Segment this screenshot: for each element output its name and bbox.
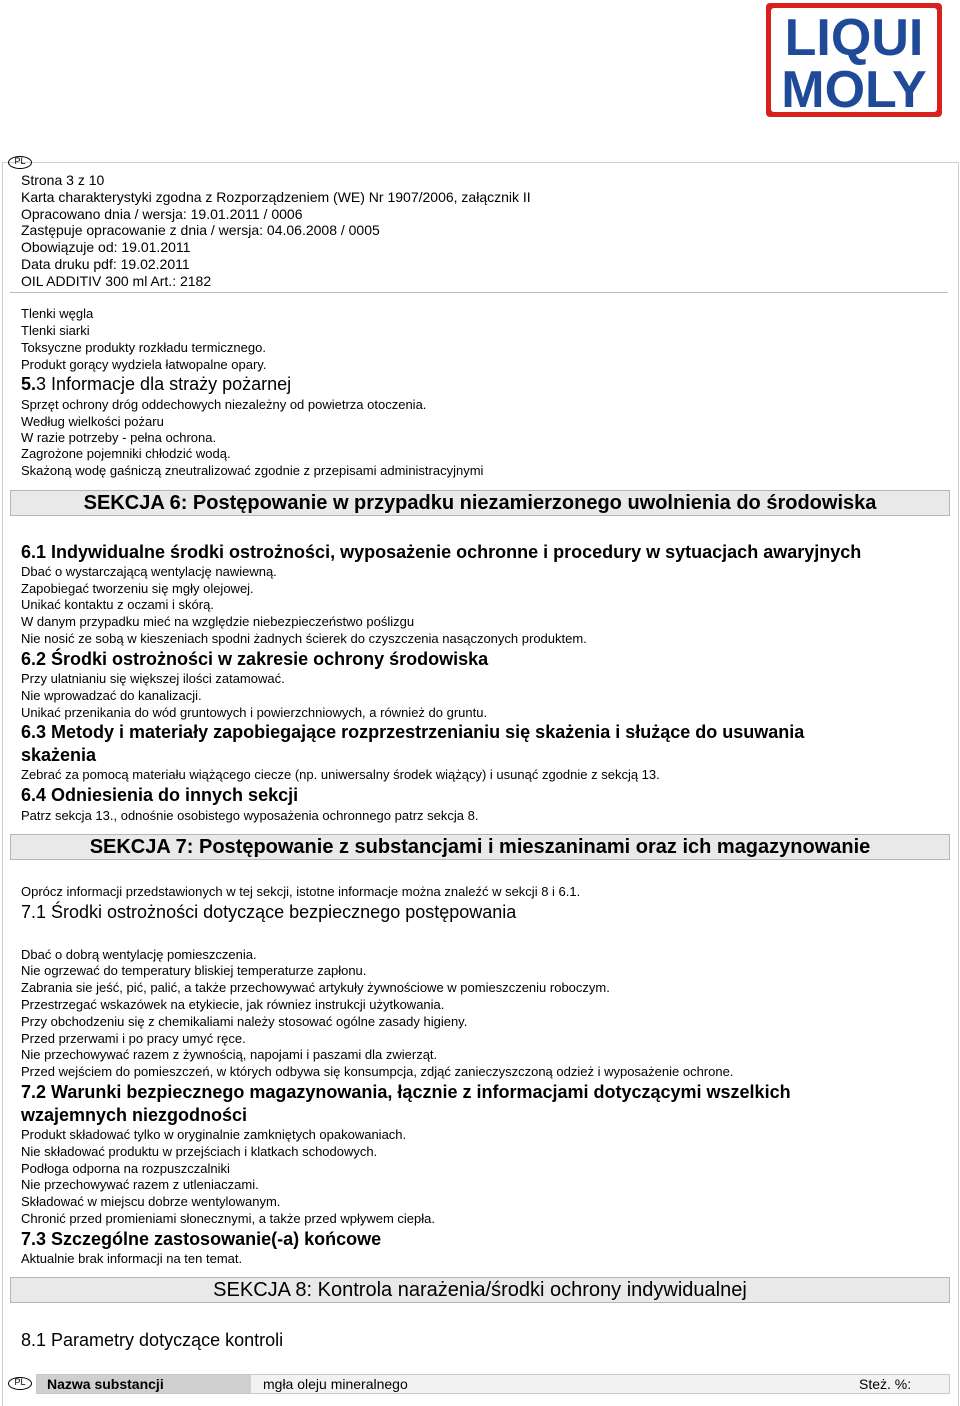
substance-value: mgła oleju mineralnego xyxy=(263,1376,408,1392)
section-7-header: SEKCJA 7: Postępowanie z substancjami i mieszaninami oraz ich magazynowanie xyxy=(10,834,950,860)
column-concentration: Steż. %: xyxy=(859,1376,912,1392)
table-header-cell xyxy=(37,1375,251,1393)
heading-8-1: 8.1 Parametry dotyczące kontroli xyxy=(21,1330,284,1350)
text-line: Produkt składować tylko w oryginalnie zamkniętych opakowaniach. xyxy=(21,1127,407,1142)
prepared-date: Opracowano dnia / wersja: 19.01.2011 / 0006 xyxy=(21,206,303,222)
text-line: Według wielkości pożaru xyxy=(21,414,164,429)
heading-5-3-text: 3 Informacje dla straży pożarnej xyxy=(36,374,292,394)
language-badge: PL xyxy=(8,156,32,169)
heading-6-3-line2: skażenia xyxy=(21,745,97,765)
text-line: Przy obchodzeniu się z chemikaliami należy stosować ogólne zasady higieny. xyxy=(21,1014,468,1029)
section-7-intro: Oprócz informacji przedstawionych w tej sekcji, istotne informacje można znaleźć w sekcji 8 i 6.1. xyxy=(21,884,581,899)
header-divider xyxy=(10,292,948,293)
text-line: Produkt gorący wydziela łatwopalne opary. xyxy=(21,357,267,372)
text-line: Przed wejściem do pomieszczeń, w których odbywa się konsumpcja, zdjąć zanieczyszczoną odzież i wyposażenie ochrone. xyxy=(21,1064,734,1079)
logo-text-moly: MOLY xyxy=(781,61,927,117)
print-date: Data druku pdf: 19.02.2011 xyxy=(21,256,190,272)
text-line: Tlenki węgla xyxy=(21,306,94,321)
text-line: Chronić przed promieniami słonecznymi, a także przed wpływem ciepła. xyxy=(21,1211,436,1226)
heading-7-2-line1: 7.2 Warunki bezpiecznego magazynowania, łącznie z informacjami dotyczącymi wszelkich xyxy=(21,1082,791,1102)
substance-table-row xyxy=(36,1374,950,1394)
document-title: Karta charakterystyki zgodna z Rozporządzeniem (WE) Nr 1907/2006, załącznik II xyxy=(21,189,531,205)
text-line: Zebrać za pomocą materiału wiążącego ciecze (np. uniwersalny środek wiążący) i usunąć zgodnie z sekcją 13. xyxy=(21,767,660,782)
text-line: Patrz sekcja 13., odnośnie osobistego wyposażenia ochronnego patrz sekcja 8. xyxy=(21,808,479,823)
language-badge-bottom: PL xyxy=(8,1377,32,1390)
heading-7-2-line2: wzajemnych niezgodności xyxy=(21,1105,248,1125)
heading-5-3-number: 5. xyxy=(21,374,37,394)
text-line: Nie wprowadzać do kanalizacji. xyxy=(21,688,202,703)
text-line: Nie przechowywać razem z żywnością, napojami i paszami dla zwierząt. xyxy=(21,1047,438,1062)
text-line: Sprzęt ochrony dróg oddechowych niezależny od powietrza otoczenia. xyxy=(21,397,427,412)
text-line: W danym przypadku mieć na względzie niebezpieczeństwo poślizgu xyxy=(21,614,415,629)
text-line: Przy ulatnianiu się większej ilości zatamować. xyxy=(21,671,285,686)
text-line: Zagrożone pojemniki chłodzić wodą. xyxy=(21,446,231,461)
section-6-header: SEKCJA 6: Postępowanie w przypadku niezamierzonego uwolnienia do środowiska xyxy=(10,490,950,516)
text-line: Podłoga odporna na rozpuszczalniki xyxy=(21,1161,230,1176)
text-line: Przestrzegać wskazówek na etykiecie, jak równiez instrukcji użytkowania. xyxy=(21,997,445,1012)
text-line: Skażoną wodę gaśniczą zneutralizować zgodnie z przepisami administracyjnymi xyxy=(21,463,484,478)
text-line: Dbać o wystarczającą wentylację nawiewną. xyxy=(21,564,277,579)
text-line: Nie przechowywać razem z utleniaczami. xyxy=(21,1177,259,1192)
text-line: Nie ogrzewać do temperatury bliskiej temperaturze zapłonu. xyxy=(21,963,367,978)
text-line: Aktualnie brak informacji na ten temat. xyxy=(21,1251,243,1266)
heading-7-3: 7.3 Szczególne zastosowanie(-a) końcowe xyxy=(21,1229,382,1249)
section-8-header: SEKCJA 8: Kontrola narażenia/środki ochrony indywidualnej xyxy=(10,1277,950,1303)
heading-5-3 xyxy=(21,373,291,395)
text-line: Nie nosić ze sobą w kieszeniach spodni żadnych ścierek do czyszczenia nasączonych produktem. xyxy=(21,631,587,646)
text-line: Zabrania sie jeść, pić, palić, a także przechowywać artykuły żywnościowe w pomieszczeniu roboczym. xyxy=(21,980,610,995)
text-line: W razie potrzeby - pełna ochrona. xyxy=(21,430,217,445)
valid-from: Obowiązuje od: 19.01.2011 xyxy=(21,239,191,255)
text-line: Unikać przenikania do wód gruntowych i powierzchniowych, a również do gruntu. xyxy=(21,705,488,720)
heading-6-3-line1: 6.3 Metody i materiały zapobiegające rozprzestrzenianiu się skażenia i służące do usuwania xyxy=(21,722,805,742)
text-line: Przed przerwami i po pracy umyć ręce. xyxy=(21,1031,246,1046)
liqui-moly-logo xyxy=(766,3,942,117)
column-substance-name: Nazwa substancji xyxy=(47,1376,164,1392)
text-line: Składować w miejscu dobrze wentylowanym. xyxy=(21,1194,281,1209)
logo-graphic xyxy=(766,3,942,117)
text-line: Zapobiegać tworzeniu się mgły olejowej. xyxy=(21,581,254,596)
page-number: Strona 3 z 10 xyxy=(21,172,105,188)
heading-6-2: 6.2 Środki ostrożności w zakresie ochrony środowiska xyxy=(21,649,489,669)
text-line: Unikać kontaktu z oczami i skórą. xyxy=(21,597,214,612)
logo-text-liqui: LIQUI xyxy=(784,9,924,67)
heading-6-1: 6.1 Indywidualne środki ostrożności, wyposażenie ochronne i procedury w sytuacjach awaryjnych xyxy=(21,542,862,562)
text-line: Nie składować produktu w przejściach i klatkach schodowych. xyxy=(21,1144,378,1159)
text-line: Tlenki siarki xyxy=(21,323,90,338)
heading-7-1: 7.1 Środki ostrożności dotyczące bezpiecznego postępowania xyxy=(21,902,517,922)
text-line: Dbać o dobrą wentylację pomieszczenia. xyxy=(21,947,257,962)
product-name: OIL ADDITIV 300 ml Art.: 2182 xyxy=(21,273,212,289)
heading-6-4: 6.4 Odniesienia do innych sekcji xyxy=(21,785,299,805)
text-line: Toksyczne produkty rozkładu termicznego. xyxy=(21,340,266,355)
replaces-version: Zastępuje opracowanie z dnia / wersja: 04.06.2008 / 0005 xyxy=(21,222,380,238)
